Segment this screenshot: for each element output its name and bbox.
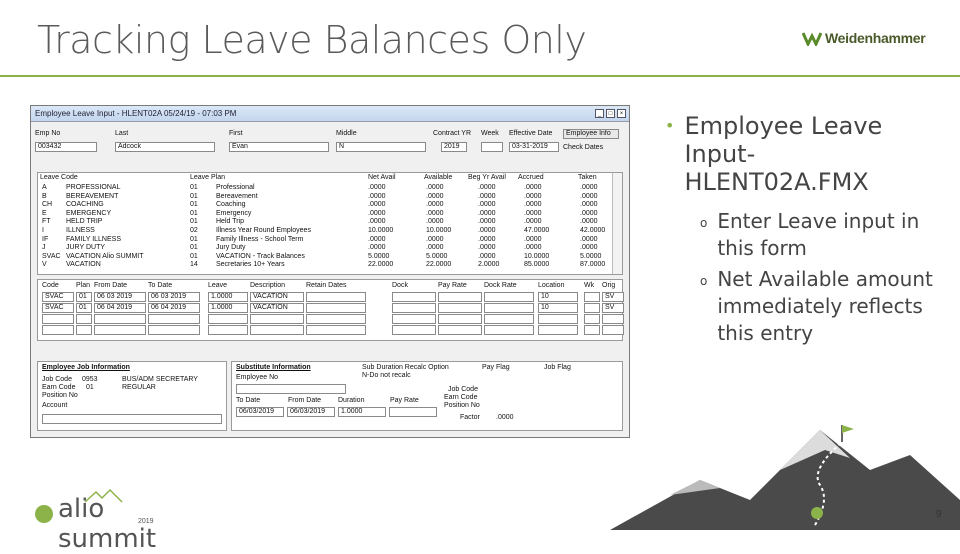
entry-col-header: Retain Dates	[306, 282, 347, 289]
weidenhammer-mark-icon	[802, 30, 822, 46]
leave-cell: FAMILY ILLNESS	[66, 235, 121, 243]
leave-col-header: Leave Code	[40, 174, 78, 181]
leave-cell: VACATION	[66, 261, 101, 269]
leave-cell: Professional	[216, 184, 255, 191]
leave-cell: Secretaries 10+ Years	[216, 261, 285, 269]
factor-label: Factor	[460, 414, 480, 421]
weidenhammer-logo: Weidenhammer	[802, 30, 925, 46]
bullet-main-text: Employee Leave Input- HLENT02A.FMX	[684, 112, 883, 196]
maximize-button[interactable]: □	[606, 109, 615, 118]
entry-cell[interactable]	[602, 325, 624, 335]
leave-cell: Family Illness - School Term	[216, 235, 304, 243]
job-desc: BUS/ADM SECRETARY	[122, 376, 198, 383]
entry-cell[interactable]	[208, 314, 248, 324]
job-info-panel	[37, 361, 227, 431]
entry-cell[interactable]	[94, 325, 146, 335]
sub-duration-field[interactable]: 1.0000	[338, 407, 386, 417]
leave-cell: VACATION - Track Balances	[216, 252, 305, 260]
leave-cell: E	[42, 209, 47, 217]
leave-cell: .0000	[478, 184, 496, 191]
sub-earn-code-label: Earn Code	[444, 394, 478, 401]
entry-cell[interactable]	[306, 325, 366, 335]
entry-cell[interactable]: 01	[76, 303, 92, 313]
entry-cell[interactable]: 10	[538, 292, 578, 302]
entry-cell[interactable]	[392, 303, 436, 313]
eff-date-field[interactable]: 03-31-2019	[509, 142, 559, 152]
entry-cell[interactable]	[76, 325, 92, 335]
leave-row[interactable]	[38, 218, 608, 226]
bullet-list	[665, 112, 945, 351]
entry-cell[interactable]	[306, 314, 366, 324]
entry-cell[interactable]: VACATION	[250, 292, 304, 302]
entry-col-header: Description	[250, 282, 286, 289]
leave-cell: FT	[42, 218, 51, 226]
job-panel-title: Employee Job Information	[42, 364, 130, 371]
leave-cell: .0000	[426, 192, 444, 200]
entry-cell[interactable]	[484, 314, 534, 324]
pay-flag-label: Pay Flag	[482, 364, 510, 371]
leave-col-header: Taken	[578, 174, 597, 181]
leave-row[interactable]	[38, 227, 608, 235]
substitute-panel	[231, 361, 623, 431]
leave-cell: .0000	[580, 209, 598, 217]
leave-cell: 47.0000	[524, 227, 550, 234]
leave-cell: .0000	[524, 201, 542, 209]
entry-cell[interactable]	[438, 303, 482, 313]
leave-cell: 01	[190, 218, 198, 226]
entry-cell[interactable]	[148, 325, 200, 335]
leave-cell: 01	[190, 201, 198, 209]
entry-cell[interactable]: SVAC	[42, 292, 74, 302]
leave-cell: 5.0000	[580, 252, 602, 260]
leave-col-header: Accrued	[518, 174, 544, 181]
entry-col-header: Pay Rate	[438, 282, 467, 289]
leave-entry-table	[37, 279, 623, 341]
leave-cell: 01	[190, 252, 198, 260]
job-flag-label: Job Flag	[544, 364, 571, 371]
leave-cell: HELD TRIP	[66, 218, 103, 226]
leave-cell: 10.0000	[524, 252, 550, 260]
close-button[interactable]: ×	[617, 109, 626, 118]
leave-row[interactable]	[38, 261, 608, 269]
employee-info-button[interactable]: Employee Info	[563, 129, 619, 139]
leave-cell: 02	[190, 227, 198, 234]
entry-col-header: Dock	[392, 282, 408, 289]
entry-col-header: Dock Rate	[484, 282, 517, 289]
entry-cell[interactable]	[538, 325, 578, 335]
sub-col-from-date: From Date	[288, 397, 322, 404]
leave-cell: VACATION Alio SUMMIT	[66, 252, 144, 260]
entry-cell[interactable]	[306, 303, 366, 313]
entry-cell[interactable]: 1.0000	[208, 303, 248, 313]
leave-cell: 10.0000	[426, 227, 452, 234]
leave-cell: .0000	[524, 235, 542, 243]
emp-no-field[interactable]: 003432	[35, 142, 97, 152]
contract-yr-field[interactable]: 2019	[441, 142, 467, 152]
entry-col-header: Plan	[76, 282, 91, 289]
sub-pay-rate-field[interactable]	[389, 407, 437, 417]
leave-cell: .0000	[478, 218, 496, 226]
footer-brand-text: alio summit	[58, 494, 157, 554]
sub-panel-title: Substitute Information	[236, 364, 311, 371]
contract-yr-label: Contract YR	[433, 130, 471, 137]
leave-cell: .0000	[478, 244, 496, 252]
sub-to-date-field[interactable]: 06/03/2019	[236, 407, 284, 417]
leave-cell: 22.0000	[426, 261, 452, 269]
sub-col-to-date: To Date	[236, 397, 261, 404]
entry-cell[interactable]	[438, 292, 482, 302]
leave-cell: 10.0000	[368, 227, 394, 234]
entry-col-header: Wk	[584, 282, 595, 289]
entry-cell[interactable]: 06 04 2019	[148, 303, 200, 313]
entry-cell[interactable]	[148, 314, 200, 324]
emp-no-label: Emp No	[35, 130, 61, 137]
leave-cell: 5.0000	[426, 252, 448, 260]
mountain-illustration	[610, 420, 960, 530]
entry-cell[interactable]: 1.0000	[208, 292, 248, 302]
leave-cell: .0000	[426, 235, 444, 243]
leave-cell: 01	[190, 184, 198, 191]
leave-cell: SVAC	[42, 252, 61, 260]
leave-cell: .0000	[580, 192, 598, 200]
entry-cell[interactable]	[306, 292, 366, 302]
leave-row[interactable]	[38, 184, 608, 192]
sub-job-code-label: Job Code	[448, 386, 478, 393]
leave-cell: A	[42, 184, 47, 191]
last-name-field[interactable]: Adcock	[115, 142, 215, 152]
entry-cell[interactable]	[584, 303, 600, 313]
entry-cell[interactable]	[250, 314, 304, 324]
first-name-field[interactable]: Evan	[229, 142, 329, 152]
position-label: Position No	[42, 392, 78, 399]
entry-cell[interactable]	[538, 314, 578, 324]
leave-balances-table	[37, 172, 623, 275]
entry-cell[interactable]: 06 04 2019	[94, 303, 146, 313]
entry-cell[interactable]	[392, 325, 436, 335]
leave-cell: B	[42, 192, 47, 200]
leave-cell: J	[42, 244, 46, 252]
leave-col-header: Available	[424, 174, 453, 181]
leave-cell: .0000	[524, 218, 542, 226]
sub-position-label: Position No	[444, 402, 480, 409]
leave-cell: Jury Duty	[216, 244, 246, 252]
leave-cell: PROFESSIONAL	[66, 184, 121, 191]
sub-bullet-text: Enter Leave input in this form	[717, 209, 920, 260]
job-code-label: Job Code	[42, 376, 72, 383]
account-field[interactable]	[42, 414, 222, 424]
entry-cell[interactable]	[438, 325, 482, 335]
entry-cell[interactable]	[584, 314, 600, 324]
entry-cell[interactable]	[42, 314, 74, 324]
entry-cell[interactable]	[484, 325, 534, 335]
last-label: Last	[115, 130, 129, 137]
leave-cell: I	[42, 227, 44, 234]
earn-code-value: 01	[86, 384, 94, 391]
vertical-scrollbar[interactable]	[612, 173, 622, 274]
window-title: Employee Leave Input - HLENT02A 05/24/19 - 07:03 PM	[35, 109, 237, 118]
leave-cell: .0000	[368, 209, 386, 217]
sub-bullet-text: Net Available amount immediately reflects this entry	[717, 267, 933, 345]
leave-cell: 5.0000	[368, 252, 390, 260]
leave-cell: .0000	[580, 244, 598, 252]
leave-cell: .0000	[426, 184, 444, 191]
entry-col-header: Orig	[602, 282, 616, 289]
leave-cell: ILLNESS	[66, 227, 95, 234]
sub-duration-label: Sub Duration Recalc Option	[362, 364, 449, 371]
leave-row[interactable]	[38, 201, 608, 209]
leave-cell: .0000	[368, 235, 386, 243]
leave-cell: Illness Year Round Employees	[216, 227, 311, 234]
leave-cell: V	[42, 261, 47, 269]
entry-col-header: Location	[538, 282, 565, 289]
eff-date-label: Effective Date	[509, 130, 553, 137]
entry-cell[interactable]	[94, 314, 146, 324]
leave-cell: .0000	[426, 209, 444, 217]
leave-row[interactable]	[38, 193, 608, 201]
check-dates-checkbox[interactable]: Check Dates	[563, 144, 604, 151]
leave-cell: .0000	[580, 201, 598, 209]
leave-cell: 22.0000	[368, 261, 394, 269]
sub-col-duration: Duration	[338, 397, 365, 404]
leave-cell: .0000	[478, 209, 496, 217]
leave-cell: 87.0000	[580, 261, 606, 269]
entry-cell[interactable]: SV	[602, 303, 624, 313]
entry-cell[interactable]: SV	[602, 292, 624, 302]
leave-cell: Bereavement	[216, 192, 258, 200]
account-label: Account	[42, 402, 68, 409]
entry-cell[interactable]	[42, 325, 74, 335]
leave-cell: 85.0000	[524, 261, 550, 269]
leave-cell: 01	[190, 192, 198, 200]
leave-cell: .0000	[426, 244, 444, 252]
leave-cell: .0000	[580, 184, 598, 191]
week-label: Week	[481, 130, 499, 137]
entry-cell[interactable]: 06 03 2019	[148, 292, 200, 302]
leave-cell: Coaching	[216, 201, 246, 209]
entry-cell[interactable]	[438, 314, 482, 324]
middle-field[interactable]: N	[336, 142, 426, 152]
bullet-main: • Employee Leave Input- HLENT02A.FMX	[665, 112, 945, 196]
leave-cell: Held Trip	[216, 218, 245, 226]
title-divider	[0, 75, 960, 77]
leave-cell: .0000	[368, 244, 386, 252]
leave-cell: .0000	[368, 184, 386, 191]
entry-cell[interactable]: 01	[76, 292, 92, 302]
entry-col-header: Code	[42, 282, 59, 289]
entry-cell[interactable]	[584, 292, 600, 302]
leave-cell: CH	[42, 201, 53, 209]
leave-cell: IF	[42, 235, 49, 243]
sub-bullet: o Enter Leave input in this form	[700, 208, 945, 262]
leave-col-header: Leave Plan	[190, 174, 226, 181]
earn-desc: REGULAR	[122, 384, 156, 391]
leave-cell: 01	[190, 235, 198, 243]
entry-cell[interactable]: 06 03 2019	[94, 292, 146, 302]
job-code-value: 0953	[82, 376, 98, 383]
leave-cell: .0000	[368, 218, 386, 226]
leave-cell: .0000	[478, 235, 496, 243]
earn-code-label: Earn Code	[42, 384, 76, 391]
leave-col-header: Net Avail	[368, 174, 396, 181]
entry-col-header: To Date	[148, 282, 173, 289]
leave-cell: COACHING	[66, 201, 104, 209]
first-label: First	[229, 130, 243, 137]
leave-cell: Emergency	[216, 209, 252, 217]
sub-employee-field[interactable]	[236, 384, 346, 394]
leave-cell: 01	[190, 244, 198, 252]
leave-row[interactable]	[38, 210, 608, 218]
leave-cell: .0000	[478, 227, 496, 234]
sub-bullet: o Net Available amount immediately reflects this entry	[700, 266, 945, 347]
entry-cell[interactable]	[392, 314, 436, 324]
factor-value: .0000	[496, 414, 514, 421]
leave-cell: 42.0000	[580, 227, 606, 234]
leave-cell: 2.0000	[478, 261, 500, 269]
minimize-button[interactable]: _	[595, 109, 604, 118]
leave-cell: JURY DUTY	[66, 244, 106, 252]
slide-title: Tracking Leave Balances Only	[37, 18, 587, 62]
sub-from-date-field[interactable]: 06/03/2019	[287, 407, 335, 417]
leave-cell: .0000	[524, 184, 542, 191]
entry-cell[interactable]	[208, 325, 248, 335]
entry-col-header: From Date	[94, 282, 128, 289]
leave-cell: 01	[190, 209, 198, 217]
leave-col-header: Beg Yr Avail	[468, 174, 506, 181]
sub-col-pay-rate: Pay Rate	[390, 397, 419, 404]
entry-cell[interactable]: 10	[538, 303, 578, 313]
entry-cell[interactable]: SVAC	[42, 303, 74, 313]
leave-cell: .0000	[580, 235, 598, 243]
leave-cell: .0000	[524, 244, 542, 252]
entry-cell[interactable]	[602, 314, 624, 324]
entry-cell[interactable]	[484, 303, 534, 313]
page-number: 9	[936, 509, 942, 520]
middle-label: Middle	[336, 130, 357, 137]
leave-cell: .0000	[478, 252, 496, 260]
leave-cell: .0000	[368, 192, 386, 200]
alio-summit-logo	[30, 488, 160, 554]
leave-cell: .0000	[524, 192, 542, 200]
leave-cell: EMERGENCY	[66, 209, 112, 217]
leave-row[interactable]	[38, 236, 608, 244]
leave-cell: .0000	[368, 201, 386, 209]
footer-year: 2019	[138, 518, 154, 525]
week-field[interactable]	[481, 142, 503, 152]
leave-input-window	[30, 105, 630, 438]
entry-cell[interactable]	[392, 292, 436, 302]
entry-cell[interactable]	[250, 325, 304, 335]
leave-cell: .0000	[524, 209, 542, 217]
entry-cell[interactable]	[484, 292, 534, 302]
leave-cell: 14	[190, 261, 198, 269]
entry-cell[interactable]	[584, 325, 600, 335]
leave-cell: .0000	[426, 218, 444, 226]
window-titlebar	[31, 106, 629, 122]
leave-cell: .0000	[478, 192, 496, 200]
entry-col-header: Leave	[208, 282, 228, 289]
leave-row[interactable]	[38, 253, 608, 261]
entry-cell[interactable]: VACATION	[250, 303, 304, 313]
leave-row[interactable]	[38, 244, 608, 252]
leave-cell: BEREAVEMENT	[66, 192, 119, 200]
leave-cell: .0000	[580, 218, 598, 226]
leave-cell: .0000	[478, 201, 496, 209]
sub-duration-value: N-Do not recalc	[362, 372, 411, 379]
employee-no-label: Employee No	[236, 374, 279, 381]
leave-cell: .0000	[426, 201, 444, 209]
entry-cell[interactable]	[76, 314, 92, 324]
